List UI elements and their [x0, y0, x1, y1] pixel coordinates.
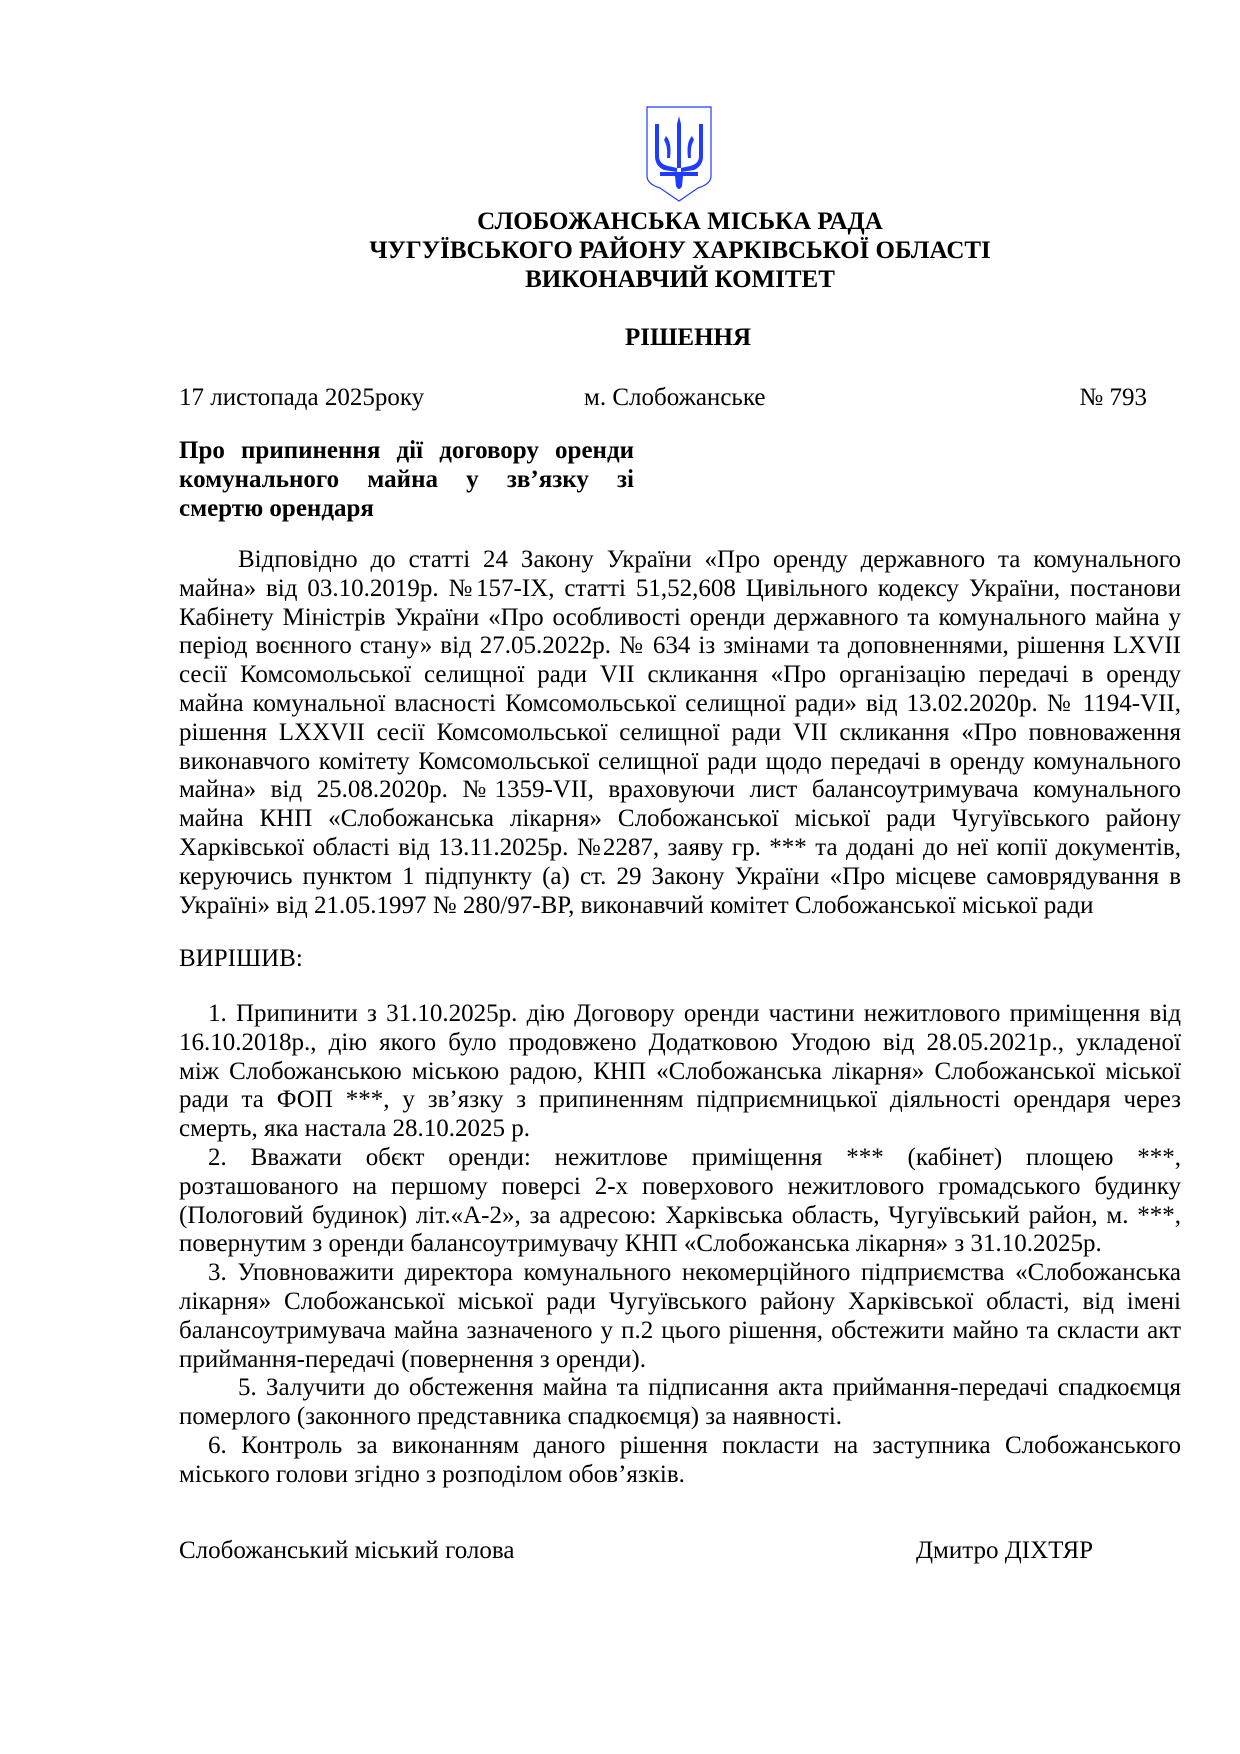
- decision-item-line: балансоутримувача майна зазначеного у п.2 цього рішення, обстежити майно та скласти акт: [179, 1316, 1181, 1344]
- signature-name: Дмитро ДІХТЯР: [916, 1537, 1094, 1564]
- decision-item-line: смерть, яка настала 28.10.2025 р.: [179, 1115, 531, 1143]
- preamble-line: рішення LXXVII сесії Комсомольської селищної ради VII скликання «Про повноваження: [179, 718, 1181, 746]
- district-name: ЧУГУЇВСЬКОГО РАЙОНУ ХАРКІВСЬКОЇ ОБЛАСТІ: [369, 237, 991, 264]
- decision-item-line: померлого (законного представника спадкоємця) за наявності.: [179, 1403, 843, 1431]
- preamble-line: Відповідно до статті 24 Закону України «Про оренду державного та комунального: [238, 546, 1181, 573]
- decision-date: 17 листопада 2025року: [179, 384, 425, 411]
- decision-place: м. Слобожанське: [584, 384, 766, 411]
- decision-number: № 793: [1079, 384, 1147, 411]
- decision-item-line: ради та ФОП ***, у зв’язку з припиненням підприємницької діяльності орендаря через: [179, 1086, 1181, 1114]
- decision-item-line: (Пологовий будинок) літ.«А-2», за адресою: Харківська область, Чугуївський район, м. ***,: [179, 1201, 1181, 1229]
- title-line: Про припинення дії договору оренди: [179, 437, 634, 464]
- decision-item-line: 6. Контроль за виконанням даного рішення покласти на заступника Слобожанського: [208, 1432, 1181, 1459]
- preamble-line: виконавчого комітету Комсомольської селищної ради щодо передачі в оренду комунального: [179, 747, 1181, 775]
- preamble-line: Харківської області від 13.11.2025р. №2287, заяву гр. *** та додані до неї копії документів,: [179, 834, 1181, 861]
- coat-of-arms-trident-icon: [646, 106, 712, 202]
- decision-item-line: 16.10.2018р., дію якого було продовжено Додатковою Угодою від 28.05.2021р., укладеної: [179, 1028, 1181, 1056]
- decision-item-line: 5. Залучити до обстеження майна та підписання акта приймання-передачі спадкоємця: [238, 1374, 1181, 1402]
- decision-item-line: лікарня» Слобожанської міської ради Чугуївського району Харківської області, від імені: [179, 1288, 1181, 1315]
- decision-item-line: розташованого на першому поверсі 2-х поверхового нежитлового громадського будинку: [179, 1172, 1181, 1200]
- decision-item-line: повернутим з оренди балансоутримувачу КНП «Слобожанська лікарня» з 31.10.2025р.: [179, 1230, 1102, 1258]
- decision-item-line: 2. Вважати обєкт оренди: нежитлове приміщення *** (кабінет) площею ***,: [208, 1144, 1181, 1171]
- decision-item-line: міського голови згідно з розподілом обов’язків.: [179, 1460, 685, 1488]
- preamble-line: майна комунальної власності Комсомольської селищної ради» від 13.02.2020р. № 1194-VII,: [179, 690, 1181, 717]
- decision-item-line: 3. Уповноважити директора комунального некомерційного підприємства «Слобожанська: [208, 1259, 1181, 1287]
- document-type: РІШЕННЯ: [624, 324, 752, 351]
- council-name: СЛОБОЖАНСЬКА МІСЬКА РАДА: [477, 208, 883, 235]
- preamble-line: Кабінету Міністрів України «Про особливості оренди державного та комунального майна у: [179, 603, 1181, 631]
- committee-name: ВИКОНАВЧИЙ КОМІТЕТ: [525, 266, 835, 293]
- preamble-line: сесії Комсомольської селищної ради VII скликання «Про організацію передачі в оренду: [179, 661, 1181, 689]
- decision-item-line: приймання-передачі (повернення з оренди).: [179, 1345, 647, 1373]
- preamble-line: керуючись пунктом 1 підпункту (а) ст. 29 Закону України «Про місцеве самоврядування в: [179, 862, 1181, 890]
- preamble-line: Україні» від 21.05.1997 № 280/97-ВР, виконавчий комітет Слобожанської міської ради: [179, 891, 1094, 919]
- preamble-line: майна КНП «Слобожанська лікарня» Слобожанської міської ради Чугуївського району: [179, 805, 1181, 833]
- preamble-line: майна» від 25.08.2020р. №1359-VII, враховуючи лист балансоутримувача комунального: [179, 776, 1181, 804]
- title-line: смертю орендаря: [179, 494, 374, 522]
- decision-item-line: 1. Припинити з 31.10.2025р. дію Договору оренди частини нежитлового приміщення від: [208, 1000, 1181, 1027]
- decided-label: ВИРІШИВ:: [179, 945, 303, 972]
- preamble-line: майна» від 03.10.2019р. №157-ІХ, статті 51,52,608 Цивільного кодексу України, постанови: [179, 574, 1181, 602]
- decision-item-line: між Слобожанською міською радою, КНП «Слобожанська лікарня» Слобожанської міської: [179, 1057, 1181, 1085]
- title-line: комунального майна у зв’язку зі: [179, 465, 634, 493]
- preamble-line: період воєнного стану» від 27.05.2022р. № 634 із змінами та доповненнями, рішення LXVII: [179, 632, 1181, 660]
- signature-position: Слобожанський міський голова: [179, 1537, 515, 1564]
